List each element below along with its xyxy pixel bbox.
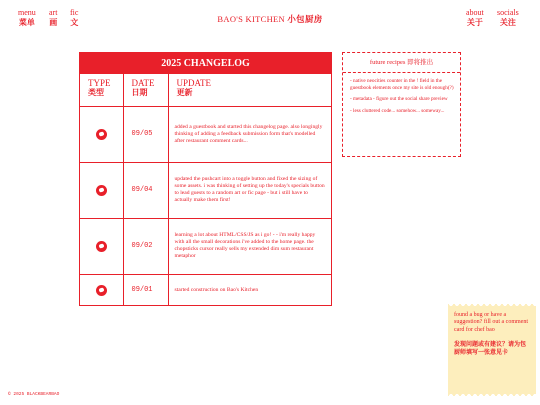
dumpling-icon xyxy=(96,129,107,140)
changelog-panel xyxy=(79,52,332,306)
future-recipes-panel xyxy=(342,52,461,157)
date-cell: 09/04 xyxy=(123,162,168,218)
comment-card-text-en: found a bug or have a suggestion? fill out a comment card for chef bao xyxy=(454,312,528,333)
dumpling-icon xyxy=(96,185,107,196)
update-cell: started construction on Bao's Kitchen xyxy=(168,274,331,306)
nav-fic[interactable]: fic 文 xyxy=(70,8,79,27)
date-cell: 09/02 xyxy=(123,218,168,274)
future-recipes-list xyxy=(343,73,460,114)
changelog-header-row xyxy=(80,74,331,106)
type-cell xyxy=(80,106,123,162)
list-item: - native neocities counter in the ! field in the guestbook elements once my site is old enough(?) xyxy=(350,78,454,91)
comment-card[interactable] xyxy=(448,307,536,393)
update-cell: updated the pushcart into a toggle button and fixed the sizing of some assets. i was thinking of setting up the today's specials button to lead guests to a random art or fic page - but i still have to actually make them first! xyxy=(168,162,331,218)
changelog-table xyxy=(80,74,331,306)
type-cell xyxy=(80,274,123,306)
list-item: - metadata - figure out the social share preview xyxy=(350,96,448,102)
date-header: DATE 日期 xyxy=(123,74,168,106)
comment-card-text-zh: 发现问题或有建议？请为包厨师填写一张意见卡 xyxy=(454,342,527,356)
date-cell: 09/05 xyxy=(123,106,168,162)
changelog-title: 2025 CHANGELOG xyxy=(80,53,331,74)
update-header: UPDATE 更新 xyxy=(168,74,331,106)
site-title: BAO'S KITCHEN 小包厨房 xyxy=(217,14,323,24)
date-cell: 09/01 xyxy=(123,274,168,306)
type-cell xyxy=(80,218,123,274)
table-row xyxy=(80,162,331,218)
nav-socials[interactable]: socials 关注 xyxy=(497,8,519,27)
type-cell xyxy=(80,162,123,218)
update-cell: learning a lot about HTML/CSS/JS as i go! - - i'm really happy with all the small decorations i've added to the home page. the chopsticks cursor really sells my extended dim sum restaurant metaphor xyxy=(168,218,331,274)
bao-icon xyxy=(96,285,107,296)
table-row xyxy=(80,218,331,274)
bao-icon xyxy=(96,241,107,252)
table-row xyxy=(80,106,331,162)
footer-copyright: © 2025 BLACKBEARBAO xyxy=(8,392,60,397)
nav-about[interactable]: about 关于 xyxy=(466,8,484,27)
table-row xyxy=(80,274,331,306)
list-item: - less cluttered code... somehow... someway... xyxy=(350,107,445,114)
update-cell: added a guestbook and started this changelog page. also longingly thinking of adding a feedback submission form that's modelled after restaurant comment cards... xyxy=(168,106,331,162)
nav-menu[interactable]: menu 菜单 xyxy=(18,8,36,27)
type-header: TYPE 类型 xyxy=(80,74,123,106)
nav-art[interactable]: art 画 xyxy=(49,8,58,27)
future-recipes-title: future recipes 即将推出 xyxy=(343,53,460,73)
